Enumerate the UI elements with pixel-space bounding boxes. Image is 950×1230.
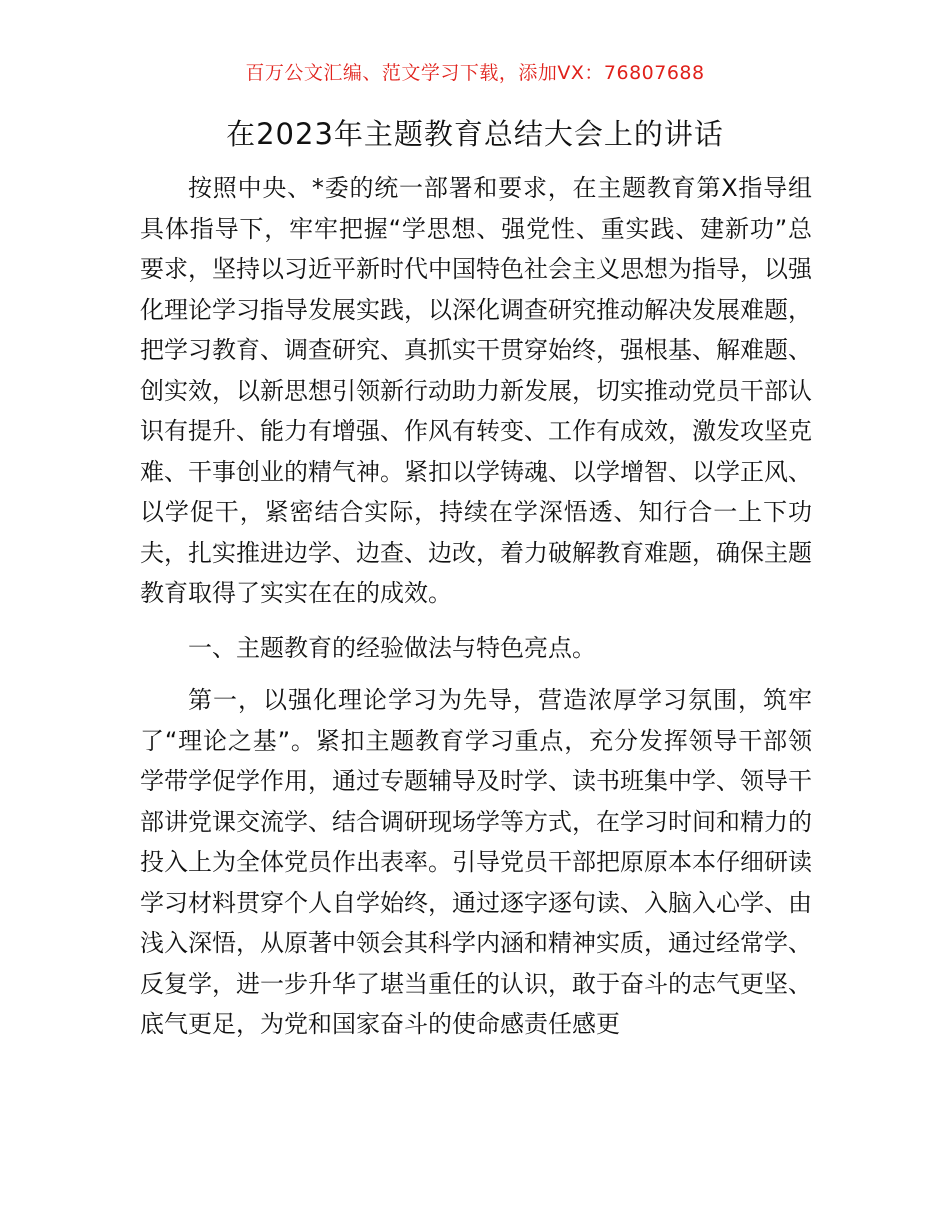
header-watermark-note: 百万公文汇编、范文学习下载，添加VX：76807688 <box>245 62 705 84</box>
page-title: 在2023年主题教育总结大会上的讲话 <box>226 117 724 151</box>
section-paragraph: 第一，以强化理论学习为先导，营造浓厚学习氛围，筑牢了“理论之基”。紧扣主题教育学习重点，充分发挥领导干部领学带学促学作用，通过专题辅导及时学、读书班集中学、领导干部讲党课交流学、结合调研现场学等方式，在学习时间和精力的投入上为全体党员作出表率。引导党员干部把原原本本仔细研读学习材料贯穿个人自学始终，通过逐字逐句读、入脑入心学、由浅入深悟，从原著中领会其科学内涵和精神实质，通过经常学、反复学，进一步升华了堪当重任的认识，敢于奋斗的志气更坚、底气更足，为党和国家奋斗的使命感责任感更 <box>140 686 812 1038</box>
document-body <box>140 168 812 1045</box>
section-heading: 一、主题教育的经验做法与特色亮点。 <box>188 633 596 662</box>
intro-paragraph: 按照中央、*委的统一部署和要求，在主题教育第X指导组具体指导下，牢牢把握“学思想、强党性、重实践、建新功”总要求，坚持以习近平新时代中国特色社会主义思想为指导，以强化理论学习指导发展实践，以深化调查研究推动解决发展难题，把学习教育、调查研究、真抓实干贯穿始终，强根基、解难题、创实效，以新思想引领新行动助力新发展，切实推动党员干部认识有提升、能力有增强、作风有转变、工作有成效，激发攻坚克难、干事创业的精气神。紧扣以学铸魂、以学增智、以学正风、以学促干，紧密结合实际，持续在学深悟透、知行合一上下功夫，扎实推进边学、边查、边改，着力破解教育难题，确保主题教育取得了实实在在的成效。 <box>140 174 812 607</box>
